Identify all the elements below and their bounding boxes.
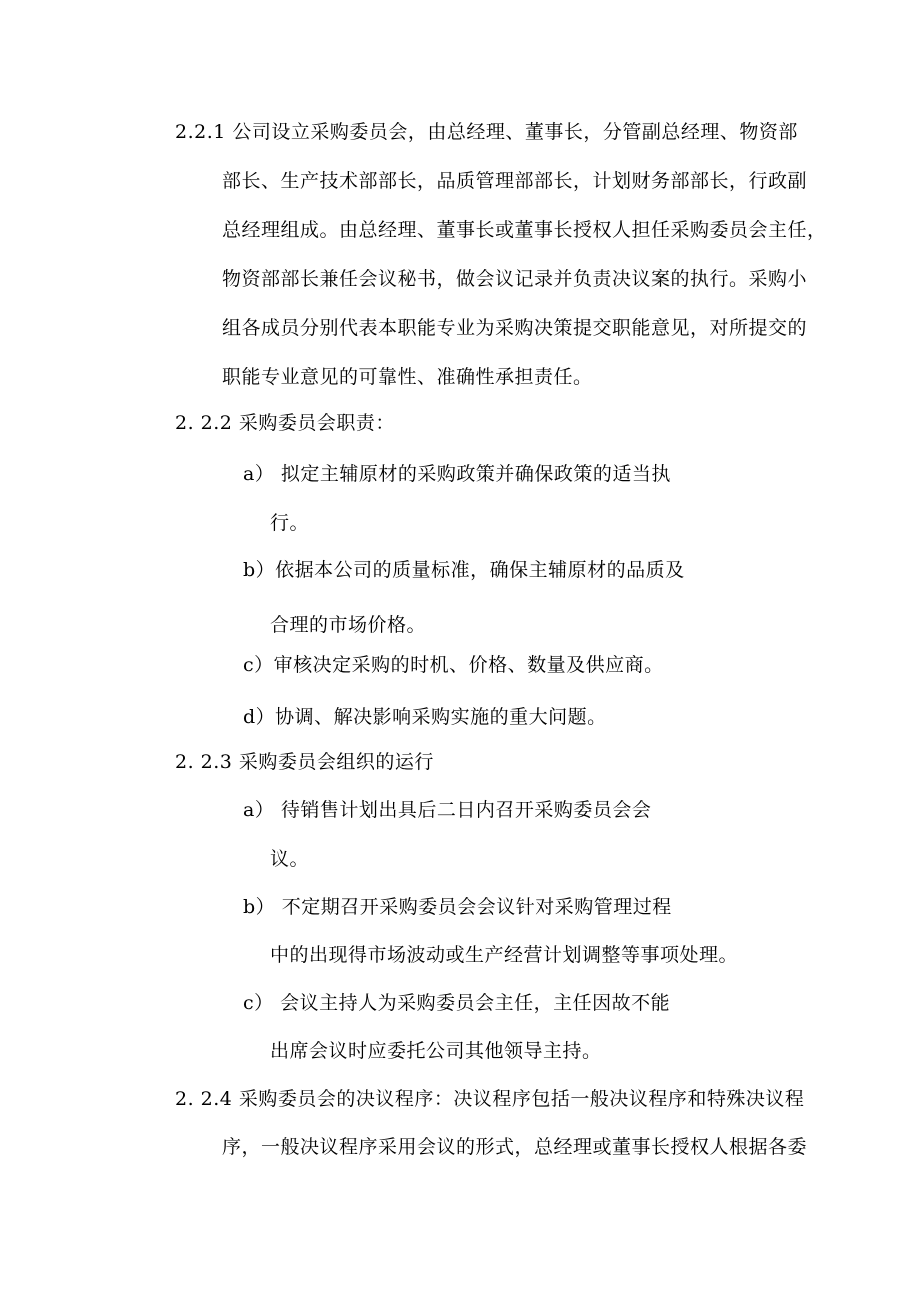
item-b2-line-2: 中的出现得市场波动或生产经营计划调整等事项处理。: [270, 944, 739, 966]
item-c2-line-2: 出席会议时应委托公司其他领导主持。: [270, 1040, 602, 1062]
section-2-2-3-heading: 2. 2.3 采购委员会组织的运行: [175, 751, 434, 773]
item-a2-line-2: 议。: [270, 848, 310, 870]
section-2-2-1-line-2: 部长、生产技术部部长，品质管理部部长，计划财务部部长，行政副: [222, 170, 808, 192]
section-2-2-2-heading: 2. 2.2 采购委员会职责：: [175, 412, 395, 434]
item-b2-line-1: b） 不定期召开采购委员会会议针对采购管理过程: [243, 896, 672, 918]
item-c2-line-1: c） 会议主持人为采购委员会主任，主任因故不能: [243, 992, 671, 1014]
section-2-2-1-line-1: 2.2.1 公司设立采购委员会，由总经理、董事长，分管副总经理、物资部: [175, 121, 798, 143]
section-2-2-4-line-1: 2. 2.4 采购委员会的决议程序：决议程序包括一般决议程序和特殊决议程: [175, 1088, 805, 1110]
section-2-2-4-line-2: 序，一般决议程序采用会议的形式，总经理或董事长授权人根据各委: [222, 1136, 808, 1158]
item-c-line: c）审核决定采购的时机、价格、数量及供应商。: [243, 654, 664, 676]
section-2-2-1-line-5: 组各成员分别代表本职能专业为采购决策提交职能意见，对所提交的: [222, 317, 808, 339]
item-a-line-2: 行。: [270, 512, 310, 534]
item-a-line-1: a） 拟定主辅原材的采购政策并确保政策的适当执: [243, 463, 671, 485]
section-2-2-1-line-4: 物资部部长兼任会议秘书，做会议记录并负责决议案的执行。采购小: [222, 268, 808, 290]
item-d-line: d）协调、解决影响采购实施的重大问题。: [243, 706, 607, 728]
item-b-line-1: b）依据本公司的质量标准，确保主辅原材的品质及: [243, 559, 685, 581]
section-2-2-1-line-6: 职能专业意见的可靠性、准确性承担责任。: [222, 366, 593, 388]
item-b-line-2: 合理的市场价格。: [270, 614, 427, 636]
section-2-2-1-line-3: 总经理组成。由总经理、董事长或董事长授权人担任采购委员会主任，: [222, 219, 827, 241]
item-a2-line-1: a） 待销售计划出具后二日内召开采购委员会会: [243, 799, 652, 821]
